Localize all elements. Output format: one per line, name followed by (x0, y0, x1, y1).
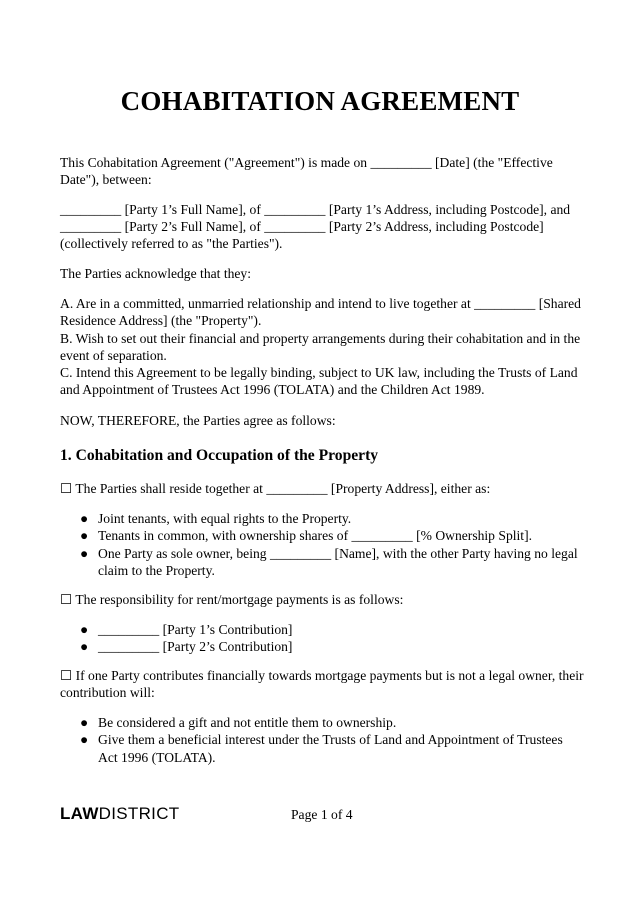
list-item: ● One Party as sole owner, being _________ [Name], with the other Party having no legal claim to the Property. (80, 545, 578, 579)
recital-a: A. Are in a committed, unmarried relationship and intend to live together at _________ [Shared Residence Address] (the "Property"). (60, 296, 581, 329)
bullet-icon: ● (80, 528, 89, 544)
contribution-options-list (60, 714, 585, 766)
now-therefore-line: NOW, THEREFORE, the Parties agree as follows: (60, 413, 336, 428)
list-item: ● Tenants in common, with ownership shares of _________ [% Ownership Split]. (80, 528, 532, 544)
lawdistrict-logo: LAWDISTRICT (60, 804, 180, 823)
checkbox-question-payments: ☐ The responsibility for rent/mortgage payments is as follows: (60, 592, 404, 607)
list-item: ● _________ [Party 2’s Contribution] (80, 639, 293, 655)
checkbox-question-contribution: ☐ If one Party contributes financially towards mortgage payments but is not a legal owner, their contribution will: (60, 668, 584, 701)
list-item: ● Give them a beneficial interest under the Trusts of Land and Appointment of Trustees Act 1996 (TOLATA). (80, 732, 563, 765)
bullet-icon: ● (80, 545, 89, 561)
page-number: Page 1 of 4 (291, 807, 353, 822)
bullet-icon: ● (80, 715, 89, 730)
document-title: COHABITATION AGREEMENT (120, 86, 520, 116)
party-2-line: _________ [Party 2’s Full Name], of _________ [Party 2’s Address, including Postcode] (60, 219, 544, 234)
bullet-icon: ● (80, 732, 89, 748)
residence-options-list (60, 510, 585, 580)
checkbox-question-residence: ☐ The Parties shall reside together at _________ [Property Address], either as: (60, 481, 491, 496)
section-1-heading: 1. Cohabitation and Occupation of the Property (60, 447, 379, 464)
party-1-line: _________ [Party 1’s Full Name], of _________ [Party 1’s Address, including Postcode], and (60, 202, 571, 217)
list-item: ● Joint tenants, with equal rights to the Property. (80, 511, 352, 526)
bullet-icon: ● (80, 622, 89, 637)
list-item: ● _________ [Party 1’s Contribution] (80, 622, 293, 637)
list-item: ● Be considered a gift and not entitle them to ownership. (80, 715, 397, 730)
intro-paragraph: This Cohabitation Agreement ("Agreement") is made on _________ [Date] (the "Effective Date"), between: (60, 155, 553, 188)
recital-c: C. Intend this Agreement to be legally binding, subject to UK law, including the Trusts of Land and Appointment of Trustees Act 1996 (TOLATA) and the Children Act 1989. (60, 365, 578, 398)
recital-b: B. Wish to set out their financial and property arrangements during their cohabitation and in the event of separation. (60, 331, 581, 364)
parties-collective-line: (collectively referred to as "the Parties"). (60, 236, 283, 251)
bullet-icon: ● (80, 511, 89, 526)
bullet-icon: ● (80, 639, 89, 655)
acknowledge-line: The Parties acknowledge that they: (60, 266, 252, 281)
payments-options-list (60, 621, 585, 656)
